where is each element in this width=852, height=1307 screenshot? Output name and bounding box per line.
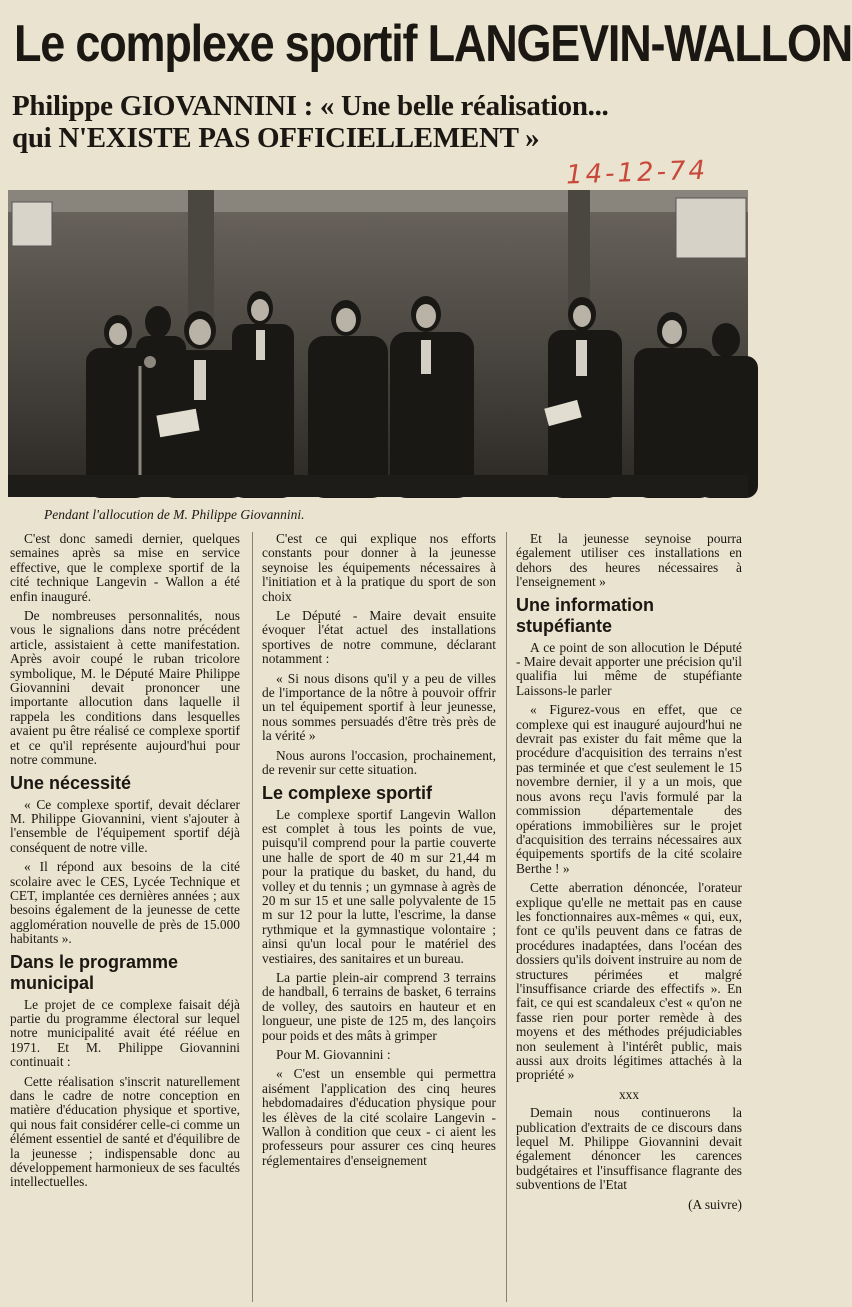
paragraph: « Si nous disons qu'il y a peu de villes de l'importance de la nôtre à pouvoir offrir un tel équipement sportif à leur jeunesse, nous sommes persuadés d'être très près de la vérité » — [262, 670, 496, 744]
column-divider — [252, 532, 253, 1302]
paragraph: Nous aurons l'occasion, prochainement, de revenir sur cette situation. — [262, 747, 496, 778]
paragraph: C'est ce qui explique nos efforts constants pour donner à la jeunesse seynoise les équipements nécessaires à l'initiation et à la pratique du sport de son choix — [262, 531, 496, 604]
paragraph: « C'est un ensemble qui permettra aisément l'application des cinq heures hebdomadaires d'éducation physique pour les élèves de la cité scolaire Langevin - Wallon à condition que ceux - ci aient les professeurs pour assurer ces cinq heures réglementaires d'enseignement — [262, 1066, 496, 1168]
paragraph: Le Député - Maire devait ensuite évoquer l'état actuel des installations sportives de notre commune, déclarant notamment : — [262, 608, 496, 667]
paragraph: Et la jeunesse seynoise pourra également utiliser ces installations en dehors des heures nécessaires à l'enseignement » — [516, 531, 742, 590]
paragraph: Pour M. Giovannini : — [276, 1047, 391, 1062]
section-heading: Le complexe sportif — [262, 782, 433, 803]
subheadline: Philippe GIOVANNINI : « Une belle réalisation... qui N'EXISTE PAS OFFICIELLEMENT » — [12, 90, 609, 154]
column-3 — [516, 532, 742, 1217]
column-2 — [262, 532, 496, 1173]
headline: Le complexe sportif LANGEVIN-WALLON — [14, 14, 852, 73]
paragraph: Le projet de ce complexe faisait déjà partie du programme électoral sur lequel notre municipalité avait été réélue en 1971. Et M. Philippe Giovannini continuait : — [10, 996, 240, 1070]
paragraph: A ce point de son allocution le Député - Maire devait apporter une précision qu'il qualifia lui même de stupéfiante Laissons-le parler — [516, 639, 742, 698]
paragraph: « Il répond aux besoins de la cité scolaire avec le CES, Lycée Technique et CET, implantée ces dernières années ; aux besoins également de la jeunesse de cette agglomération nouvelle de près de 15.000 habitants ». — [10, 859, 240, 947]
section-heading: Dans le programme municipal — [10, 951, 179, 993]
separator: xxx — [618, 1086, 640, 1102]
to-be-continued: (A suivre) — [688, 1196, 742, 1212]
photo-caption: Pendant l'allocution de M. Philippe Giovannini. — [44, 507, 305, 522]
inauguration-photo — [8, 190, 748, 497]
paragraph: « Ce complexe sportif, devait déclarer M. Philippe Giovannini, vient s'ajouter à l'ensemble de l'équipement sportif déjà conséquent de notre ville. — [10, 796, 240, 855]
paragraph: Cette réalisation s'inscrit naturellement dans le cadre de notre conception en matière d'éducation physique et sportive, qui nous fait considérer celle-ci comme un élément essentiel de santé et d'équilibre de la jeunesse ; indispensable donc au développement harmonieux de ses facultés intellectuelles. — [10, 1073, 240, 1190]
paragraph: « Figurez-vous en effet, que ce complexe qui est inauguré aujourd'hui ne devrait pas exister du fait même que la procédure d'acquisition des terrains n'est pas terminée et que c'est seulement le 15 novembre dernier, il y a un mois, que nous avons reçu l'avis formulé par la commission départementale des opérations immobilières sur le projet d'acquisition des terrains nécessaires aux équipements sportifs de la cité scolaire Berthe ! » — [516, 702, 742, 876]
paragraph: Cette aberration dénoncée, l'orateur explique qu'elle ne mettait pas en cause les fonctionnaires aux-mêmes « qui, eux, font ce qu'ils peuvent dans ce fatras de procédures inadaptées, dans l'océan des dossiers qu'ils doivent instruire au nom de structures périmées et malgré l'insuffisance criarde des effectifs ». En fait, ce qui est scandaleux c'est « qu'on ne fasse rien pour porter remède à des moyens et des méthodes préjudiciables non seulement à l'intérêt public, mais aussi aux droits légitimes attachés à la propriété » — [516, 880, 742, 1083]
paragraph: C'est donc samedi dernier, quelques semaines après sa mise en service effective, que le complexe sportif de la cité technique Langevin - Wallon a été enfin inauguré. — [10, 531, 240, 604]
paragraph: La partie plein-air comprend 3 terrains de handball, 6 terrains de basket, 6 terrains de volley, des sautoirs en hauteur et en longueur, une piste de 125 m, des lançoirs pour poids et des mâts à grimper — [262, 969, 496, 1043]
paragraph: Le complexe sportif Langevin Wallon est complet à tous les points de vue, puisqu'il comprend pour la partie couverte une halle de sport de 40 m sur 21,44 m pour la pratique du basket, du hand, du volley et du tennis ; un gymnase à agrès de 20 m sur 15 et une salle polyvalente de 15 m sur 12 pour la lutte, l'escrime, la danse rythmique et la gymnastique volontaire ; ainsi qu'un local pour le matériel des vestiaires, des sanitaires et un bureau. — [262, 806, 496, 966]
section-heading: Une nécessité — [10, 772, 132, 793]
column-1 — [10, 532, 240, 1195]
paragraph: De nombreuses personnalités, nous vous le signalions dans notre précédent article, assistaient à cette manifestation. Après avoir coupé le ruban tricolore symbolique, M. le Député Maire Philippe Giovannini devait prononcer une importante allocution dans laquelle il rappela les conditions dans lesquelles avaient pu être réalisé ce complexe sportif et ce qu'il représente aujourd'hui pour notre commune. — [10, 608, 240, 768]
paragraph: Demain nous continuerons la publication d'extraits de ce discours dans lequel M. Philippe Giovannini devait également dénoncer les carences budgétaires et l'insuffisance flagrante des subventions de l'Etat — [516, 1105, 742, 1193]
section-heading: Une information stupéfiante — [516, 594, 654, 636]
column-divider — [506, 532, 507, 1302]
handwritten-date: 14-12-74 — [565, 155, 709, 191]
